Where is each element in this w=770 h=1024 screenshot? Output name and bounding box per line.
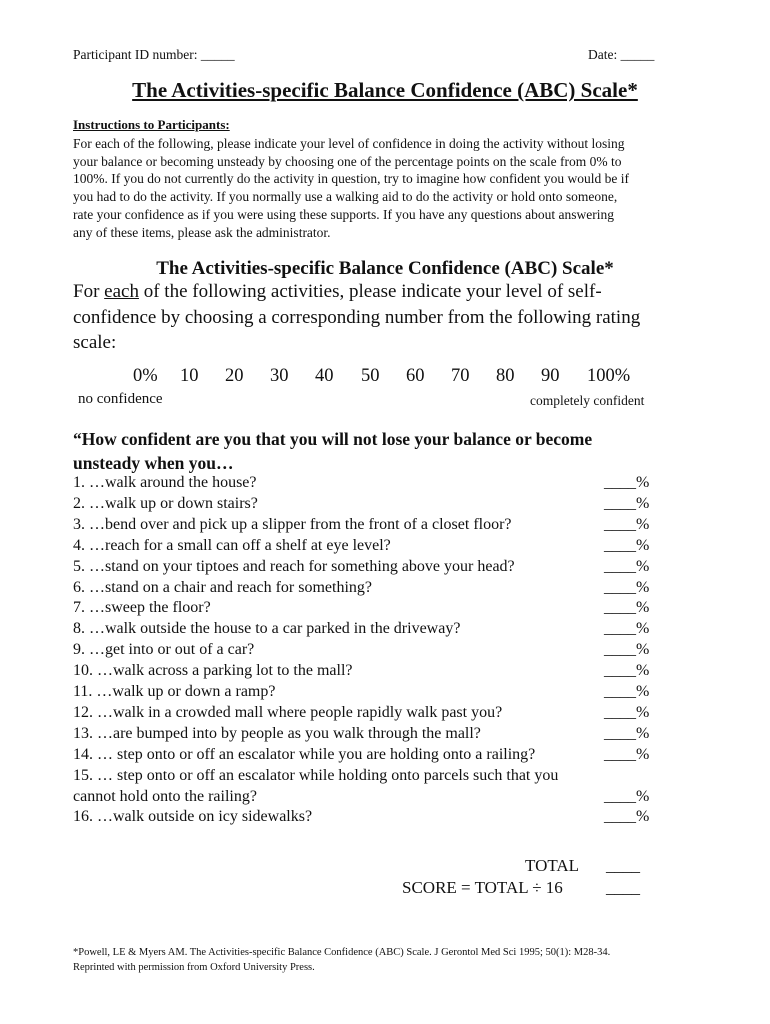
scale-point: 100% — [587, 366, 631, 386]
item-percent-blank[interactable]: ____% — [604, 599, 650, 617]
citation-line: *Powell, LE & Myers AM. The Activities-specific Balance Confidence (ABC) Scale. J Gerontol Med Sci 1995; 50(1): M28-34. — [73, 947, 611, 958]
scale-point: 90 — [541, 366, 560, 386]
date-field: Date: _____ — [588, 47, 655, 62]
item-percent-blank[interactable]: ____% — [604, 745, 650, 763]
question-line: unsteady when you… — [73, 453, 234, 473]
item-text: 10. …walk across a parking lot to the mall? — [73, 662, 353, 680]
item-percent-blank[interactable]: ____% — [604, 557, 650, 575]
scale-point: 40 — [315, 366, 334, 386]
item-text: 16. …walk outside on icy sidewalks? — [73, 808, 313, 826]
rating-instructions-line: scale: — [73, 332, 117, 353]
item-percent-blank[interactable]: ____% — [604, 641, 650, 659]
rating-instructions-line: confidence by choosing a corresponding number from the following rating — [73, 306, 641, 328]
item-text: 2. …walk up or down stairs? — [73, 494, 258, 512]
section-title: The Activities-specific Balance Confidence (ABC) Scale* — [156, 258, 614, 279]
item-text: 11. …walk up or down a ramp? — [73, 683, 276, 700]
item-percent-blank[interactable]: ____% — [604, 474, 650, 491]
score-blank[interactable]: ____ — [606, 878, 640, 897]
item-percent-blank[interactable]: ____% — [604, 620, 650, 638]
scale-point: 30 — [270, 366, 289, 386]
item-percent-blank[interactable]: ____% — [604, 724, 650, 742]
instructions-line: your balance or becoming unsteady by choosing one of the percentage points on the scale from 0% to — [73, 153, 622, 169]
item-text: 1. …walk around the house? — [73, 474, 257, 491]
item-text: 9. …get into or out of a car? — [73, 641, 255, 659]
item-text: 7. …sweep the floor? — [73, 599, 211, 617]
question-line: “How confident are you that you will not lose your balance or become — [73, 429, 593, 449]
item-text: 15. … step onto or off an escalator while holding onto parcels such that you — [73, 766, 559, 784]
item-percent-blank[interactable]: ____% — [604, 536, 650, 554]
scale-point: 60 — [406, 366, 425, 386]
scale-point: 80 — [496, 366, 515, 386]
item-text: 6. …stand on a chair and reach for something? — [73, 578, 373, 596]
instructions-text — [73, 135, 693, 241]
page-title: The Activities-specific Balance Confidence (ABC) Scale* — [132, 78, 638, 102]
instructions-line: 100%. If you do not currently do the activity in question, try to imagine how confident you would be if — [73, 171, 630, 187]
item-text: 8. …walk outside the house to a car parked in the driveway? — [73, 620, 461, 638]
emphasis-each: each — [104, 281, 139, 302]
instructions-line: you had to do the activity. If you normally use a walking aid to do the activity or hold onto someone, — [73, 189, 618, 205]
instructions-line: any of these items, please ask the administrator. — [73, 224, 331, 240]
item-percent-blank[interactable]: ____% — [604, 683, 650, 700]
citation — [73, 946, 610, 975]
item-percent-blank[interactable]: ____% — [604, 703, 650, 721]
item-text: 4. …reach for a small can off a shelf at eye level? — [73, 536, 391, 554]
text-fragment: of the following activities, please indicate your level of self- — [138, 281, 602, 302]
instructions-heading: Instructions to Participants: — [73, 117, 230, 132]
item-percent-blank[interactable]: ____% — [604, 494, 650, 512]
item-percent-blank[interactable]: ____% — [604, 515, 650, 533]
instructions-line: rate your confidence as if you were using these supports. If you have any questions about answering — [73, 206, 614, 222]
scale-high-label: completely confident — [530, 393, 645, 408]
item-percent-blank[interactable]: ____% — [604, 662, 650, 680]
rating-instructions — [73, 279, 640, 356]
scale-low-label: no confidence — [78, 391, 163, 407]
scale-point: 70 — [451, 366, 470, 386]
total-blank[interactable]: ____ — [606, 856, 640, 875]
instructions-line: For each of the following, please indicate your level of confidence in doing the activity without losing — [73, 136, 625, 151]
rating-instructions-line — [73, 279, 640, 305]
participant-id-field: Participant ID number: _____ — [73, 47, 235, 62]
item-text: 5. …stand on your tiptoes and reach for something above your head? — [73, 557, 515, 575]
question-prompt — [73, 427, 592, 475]
total-label: TOTAL — [525, 856, 580, 875]
item-text: 3. …bend over and pick up a slipper from the front of a closet floor? — [73, 515, 512, 533]
scale-point: 20 — [225, 366, 244, 386]
scale-point: 0% — [133, 366, 158, 386]
citation-line: Reprinted with permission from Oxford University Press. — [73, 961, 315, 973]
item-text: 12. …walk in a crowded mall where people rapidly walk past you? — [73, 703, 503, 721]
item-percent-blank[interactable]: ____% — [604, 578, 650, 596]
item-text: 13. …are bumped into by people as you walk through the mall? — [73, 724, 481, 742]
item-percent-blank[interactable]: ____% — [604, 787, 650, 805]
item-percent-blank[interactable]: ____% — [604, 808, 650, 826]
item-text: cannot hold onto the railing? — [73, 787, 257, 805]
scale-point: 10 — [180, 366, 199, 386]
score-label: SCORE = TOTAL ÷ 16 — [402, 878, 563, 897]
text-fragment: For — [73, 281, 105, 302]
scale-point: 50 — [361, 366, 380, 386]
item-text: 14. … step onto or off an escalator while you are holding onto a railing? — [73, 745, 536, 763]
